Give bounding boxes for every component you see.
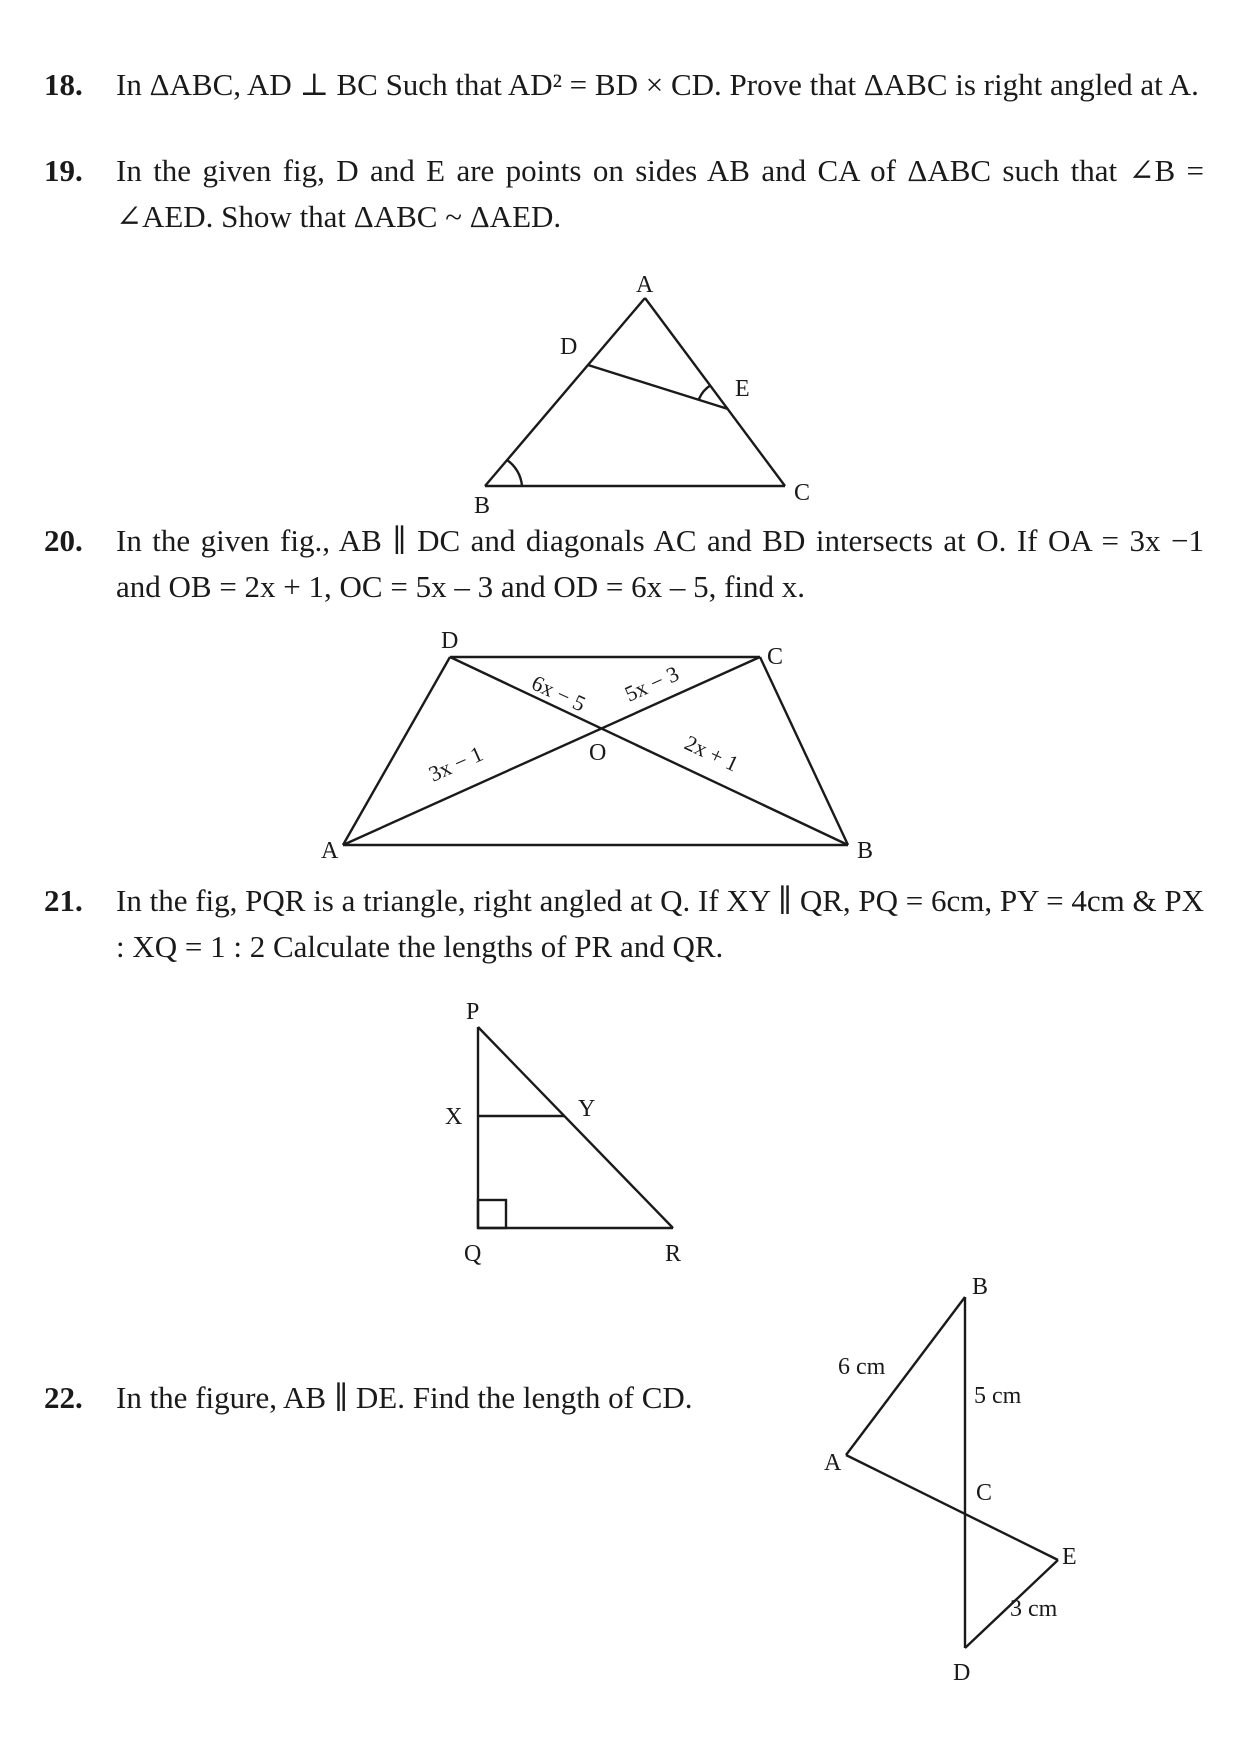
label-c: C <box>976 1480 993 1506</box>
label-d: D <box>953 1660 971 1686</box>
label-c: C <box>794 480 811 506</box>
label-d: D <box>560 334 578 360</box>
label-d: D <box>441 628 459 654</box>
side-ad <box>343 657 450 845</box>
question-18 <box>44 62 1204 108</box>
triangle-abc-figure <box>460 268 830 528</box>
right-angle-marker <box>478 1200 506 1228</box>
question-text: In the fig, PQR is a triangle, right angled at Q. If XY ∥ QR, PQ = 6cm, PY = 4cm & PX : XQ = 1 : 2 Calculate the lengths of PR and QR. <box>116 883 1204 964</box>
question-19 <box>44 148 1204 240</box>
question-number: 18. <box>44 67 83 102</box>
label-ob: 2x + 1 <box>680 729 743 777</box>
label-a: A <box>321 838 339 864</box>
label-b: B <box>972 1274 989 1300</box>
side-pr <box>478 1027 673 1228</box>
label-o: O <box>589 740 607 766</box>
side-ac <box>645 298 785 486</box>
question-number: 19. <box>44 153 83 188</box>
question-text: In ΔABC, AD ⊥ BC Such that AD² = BD × CD. Prove that ΔABC is right angled at A. <box>116 67 1199 102</box>
label-e: E <box>1062 1544 1077 1570</box>
label-b: B <box>474 493 491 519</box>
side-ab <box>485 298 645 486</box>
label-od: 6x − 5 <box>527 669 590 717</box>
label-length-ab: 6 cm <box>838 1354 886 1380</box>
question-number: 22. <box>44 1380 83 1415</box>
label-p: P <box>466 999 480 1025</box>
label-c: C <box>767 644 784 670</box>
question-text: In the given fig, D and E are points on sides AB and CA of ΔABC such that ∠B = ∠AED. Show that ΔABC ~ ΔAED. <box>116 153 1204 234</box>
side-bc <box>760 657 848 845</box>
trapezium-figure <box>305 622 905 882</box>
crossed-triangles-figure <box>800 1270 1100 1700</box>
question-22 <box>44 1375 804 1421</box>
label-b: B <box>857 838 874 864</box>
triangle-pqr-figure <box>420 985 710 1275</box>
question-number: 20. <box>44 523 83 558</box>
question-text: In the given fig., AB ∥ DC and diagonals AC and BD intersects at O. If OA = 3x −1 and OB = 2x + 1, OC = 5x – 3 and OD = 6x – 5, find x. <box>116 523 1204 604</box>
label-length-bc: 5 cm <box>974 1383 1022 1409</box>
angle-aed-arc <box>699 385 711 399</box>
angle-b-arc <box>507 460 522 486</box>
label-q: Q <box>464 1241 482 1267</box>
question-text: In the figure, AB ∥ DE. Find the length of CD. <box>116 1380 693 1415</box>
line-ae <box>846 1455 1058 1560</box>
label-r: R <box>665 1241 682 1267</box>
label-e: E <box>735 376 750 402</box>
label-oa: 3x − 1 <box>424 740 487 787</box>
label-y: Y <box>578 1096 596 1122</box>
question-20 <box>44 518 1204 610</box>
label-oc: 5x − 3 <box>620 660 683 707</box>
question-number: 21. <box>44 883 83 918</box>
question-21 <box>44 878 1204 970</box>
label-x: X <box>445 1104 463 1130</box>
label-length-de: 3 cm <box>1010 1596 1058 1622</box>
label-a: A <box>824 1450 842 1476</box>
label-a: A <box>636 272 654 298</box>
